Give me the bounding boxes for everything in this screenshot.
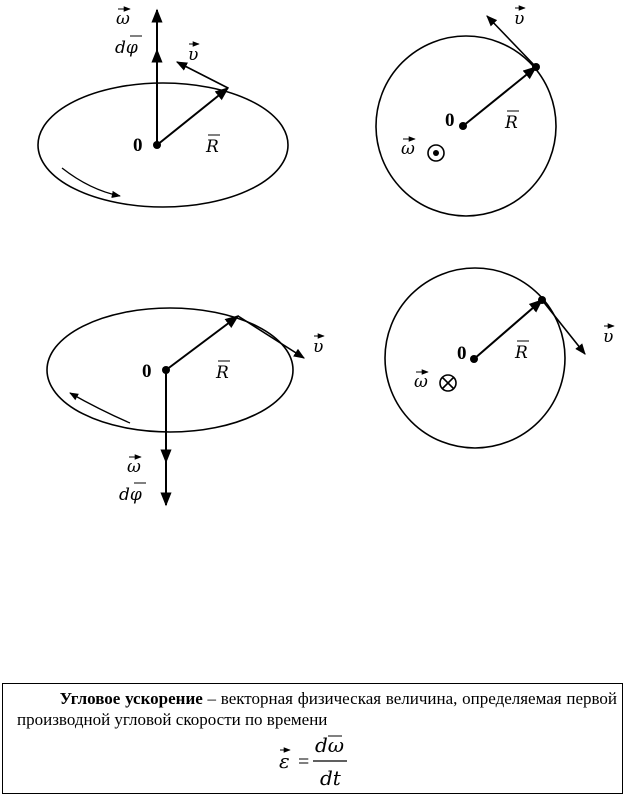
- definition-term: Угловое ускорение: [59, 689, 203, 708]
- omega-label: ω: [116, 9, 130, 29]
- tip-dot: [532, 63, 540, 71]
- definition-box: [2, 683, 623, 794]
- velocity-label: υ: [188, 45, 199, 65]
- radius-label: R: [505, 113, 518, 133]
- figure-bottom-left: [47, 308, 324, 505]
- velocity-label: υ: [313, 337, 324, 357]
- formula-denominator: dt: [320, 766, 341, 790]
- center-dot: [162, 366, 170, 374]
- velocity-label: υ: [603, 327, 614, 347]
- formula-equals: =: [298, 751, 310, 773]
- figure-top-left: [38, 9, 288, 207]
- omega-label: ω: [401, 139, 415, 159]
- origin-label: 0: [142, 361, 152, 382]
- center-dot: [470, 355, 478, 363]
- dphi-label: dφ: [119, 485, 142, 505]
- radius-label: R: [515, 343, 528, 363]
- figure-top-right: [376, 8, 556, 216]
- formula-numerator: dω: [315, 733, 345, 757]
- radius-vector: [463, 67, 536, 126]
- origin-label: 0: [133, 135, 143, 156]
- origin-label: 0: [457, 343, 467, 364]
- dphi-label: dφ: [115, 38, 138, 58]
- omega-label: ω: [414, 372, 428, 392]
- velocity-vector: [487, 16, 536, 67]
- dot-out-of-page-icon: [428, 145, 444, 161]
- tip-dot: [538, 296, 546, 304]
- radius-vector: [166, 316, 238, 370]
- definition-body: – векторная физическая величина, определяемая первой производной угловой скорости по времени: [17, 689, 618, 729]
- cross-into-page-icon: [440, 375, 456, 391]
- origin-label: 0: [445, 110, 455, 131]
- figure-bottom-right: [385, 268, 614, 448]
- rotation-arrow: [70, 393, 130, 423]
- velocity-vector: [238, 316, 304, 358]
- radius-label: R: [216, 363, 229, 383]
- radius-vector: [474, 300, 542, 359]
- center-dot: [459, 122, 467, 130]
- formula-lhs: ε: [279, 749, 290, 773]
- disc-ellipse: [38, 83, 288, 207]
- rotation-arrow: [62, 168, 120, 196]
- radius-label: R: [206, 137, 219, 157]
- omega-label: ω: [127, 457, 141, 477]
- velocity-label: υ: [514, 9, 525, 29]
- definition-text: [17, 688, 617, 730]
- formula: [3, 730, 624, 792]
- center-dot: [153, 141, 161, 149]
